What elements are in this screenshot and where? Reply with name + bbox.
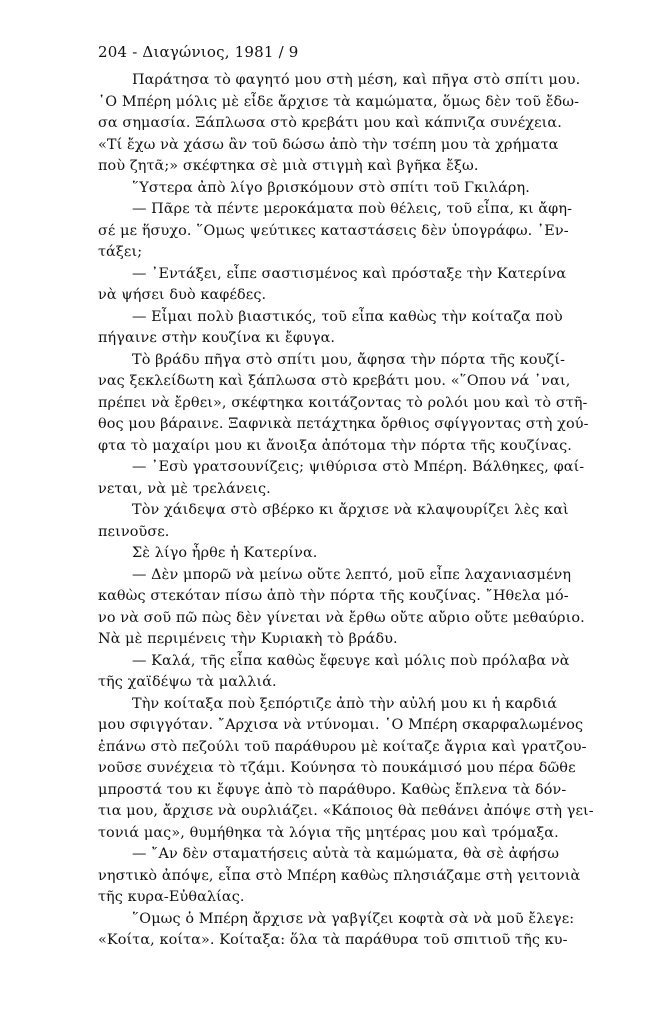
text-line: φτα τὸ μαχαίρι μου κι ἄνοιξα ἀπότομα τὴν πόρτα τῆς κουζίνας. <box>98 437 572 454</box>
text-line: Τὴν κοίταξα ποὺ ξεπόρτιζε ἀπὸ τὴν αὐλή μου κι ἡ καρδιά <box>132 695 558 712</box>
text-line: μπροστά του κι ἔφυγε ἀπὸ τὸ παράθυρο. Καθὼς ἔπλενα τὰ δόν- <box>98 781 567 798</box>
text-line: «Τί ἔχω νὰ χάσω ἂν τοῦ δώσω ἀπὸ τὴν τσέπη μου τὰ χρήματα <box>98 136 559 153</box>
page-body-text <box>98 70 626 952</box>
text-line: — Εἶμαι πολὺ βιαστικός, τοῦ εἶπα καθὼς τὴν κοίταζα ποὺ <box>132 308 563 325</box>
text-line: νας ξεκλείδωτη καὶ ξάπλωσα στὸ κρεβάτι μου. «῞Οπου νά ᾿ναι, <box>98 373 571 389</box>
text-line: ῞Ομως ὁ Μπέρη ἄρχισε νὰ γαβγίζει κοφτὰ σὰ νὰ μοῦ ἔλεγε: <box>132 910 575 927</box>
text-line: πρέπει νὰ ἔρθει», σκέφτηκα κοιτάζοντας τὸ ρολόι μου καὶ τὸ στῆ- <box>98 394 588 411</box>
text-line: — Δὲν μπορῶ νὰ μείνω οὔτε λεπτό, μοῦ εἶπε λαχανιασμένη <box>132 566 572 583</box>
text-line: ῾Ο Μπέρη μόλις μὲ εἶδε ἄρχισε τὰ καμώματα, ὅμως δὲν τοῦ ἔδω- <box>98 93 580 110</box>
text-line: σα σημασία. Ξάπλωσα στὸ κρεβάτι μου καὶ κάπνιζα συνέχεια. <box>98 115 562 131</box>
text-line: τάξει; <box>98 244 143 260</box>
page-header: 204 - Διαγώνιος, 1981 / 9 <box>98 43 299 61</box>
text-line: — ῎Αν δὲν σταματήσεις αὐτὰ τὰ καμώματα, θὰ σὲ ἀφήσω <box>132 846 560 862</box>
text-line: τονιά μας», θυμήθηκα τὰ λόγια τῆς μητέρας μου καὶ τρόμαξα. <box>98 824 559 841</box>
text-line: — Καλά, τῆς εἶπα καθὼς ἔφευγε καὶ μόλις ποὺ πρόλαβα νὰ <box>132 652 570 669</box>
text-line: νοῦσε συνέχεια τὸ τζάμι. Κούνησα τὸ πουκάμισό μου πέρα δῶθε <box>98 760 576 776</box>
text-line: τῆς κυρα-Εὐθαλίας. <box>98 889 245 905</box>
text-line: μου σφιγγόταν. ῎Αρχισα νὰ ντύνομαι. ῾Ο Μπέρη σκαρφαλωμένος <box>98 717 584 733</box>
text-line: τῆς χαϊδέψω τὰ μαλλιά. <box>98 674 277 690</box>
text-line: ἐπάνω στὸ πεζούλι τοῦ παράθυρου μὲ κοίταζε ἄγρια καὶ γρατζου- <box>98 738 587 755</box>
text-line: Παράτησα τὸ φαγητό μου στὴ μέση, καὶ πῆγα στὸ σπίτι μου. <box>132 72 581 88</box>
text-line: σέ με ἥσυχο. ῞Ομως ψεύτικες καταστάσεις δὲν ὑπογράφω. ᾿Εν- <box>98 222 569 239</box>
text-line: ῞Υστερα ἀπὸ λίγο βρισκόμουν στὸ σπίτι τοῦ Γκιλάρη. <box>132 179 530 196</box>
text-line: νὰ ψήσει δυὸ καφέδες. <box>98 287 267 303</box>
text-line: — ᾿Εντάξει, εἶπε σαστισμένος καὶ πρόσταξε τὴν Κατερίνα <box>132 265 567 282</box>
text-line: Τὸ βράδυ πῆγα στὸ σπίτι μου, ἄφησα τὴν πόρτα τῆς κουζί- <box>132 351 566 368</box>
text-line: ποὺ ζητᾶ;» σκέφτηκα σὲ μιὰ στιγμὴ καὶ βγῆκα ἔξω. <box>98 158 479 174</box>
text-line: θος μου βάραινε. Ξαφνικὰ πετάχτηκα ὄρθιος σφίγγοντας στὴ χού- <box>98 416 589 432</box>
text-line: νηστικὸ ἀπόψε, εἶπα στὸ Μπέρη καθὼς πλησιάζαμε στὴ γειτονιὰ <box>98 867 581 884</box>
text-line: νο νὰ σοῦ πῶ πὼς δὲν γίνεται νὰ ἔρθω οὔτε αὔριο οὔτε μεθαύριο. <box>98 609 585 626</box>
text-line: πεινοῦσε. <box>98 523 170 540</box>
text-line: πήγαινε στὴν κουζίνα κι ἔφυγα. <box>98 330 336 346</box>
text-line: «Κοίτα, κοίτα». Κοίταξα: ὅλα τὰ παράθυρα τοῦ σπιτιοῦ τῆς κυ- <box>98 932 568 948</box>
text-line: καθὼς στεκόταν πίσω ἀπὸ τὴν πόρτα τῆς κουζίνας. ῎Ηθελα μό- <box>98 588 569 604</box>
text-line: Νὰ μὲ περιμένεις τὴν Κυριακὴ τὸ βράδυ. <box>98 631 398 647</box>
text-line: — Πᾶρε τὰ πέντε μεροκάματα ποὺ θέλεις, τοῦ εἶπα, κι ἄφη- <box>132 201 573 217</box>
text-line: νεται, νὰ μὲ τρελάνεις. <box>98 480 271 497</box>
text-line: — ᾿Εσὺ γρατσουνίζεις; ψιθύρισα στὸ Μπέρη. Βάλθηκες, φαί- <box>132 459 585 475</box>
text-line: τια μου, ἄρχισε νὰ ουρλιάζει. «Κάποιος θὰ πεθάνει ἀπόψε στὴ γει- <box>98 803 594 819</box>
text-line: Τὸν χάιδεψα στὸ σβέρκο κι ἄρχισε νὰ κλαψουρίζει λὲς καὶ <box>132 502 569 518</box>
text-line: Σὲ λίγο ἦρθε ἡ Κατερίνα. <box>132 545 318 561</box>
